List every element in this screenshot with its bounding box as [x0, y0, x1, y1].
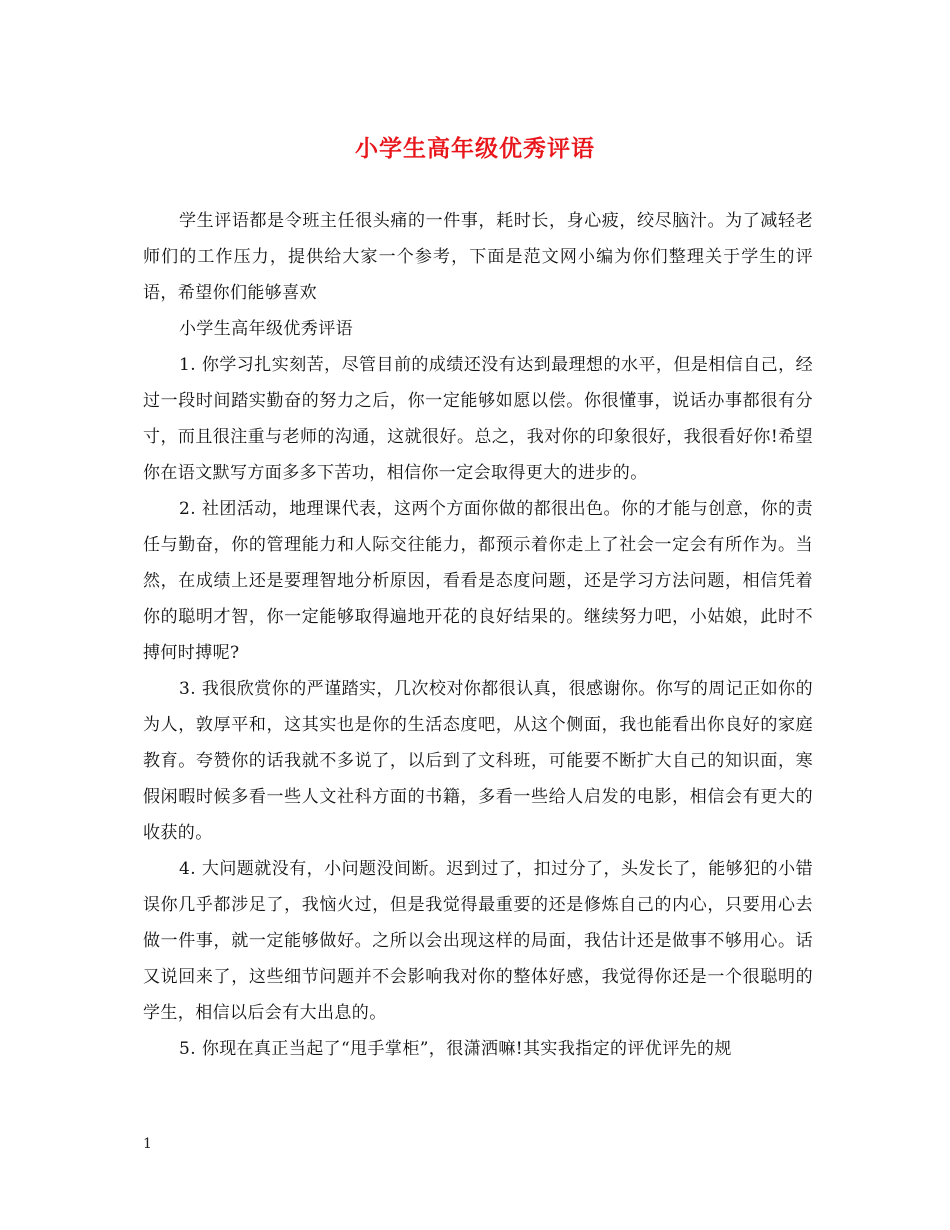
document-body	[143, 203, 813, 1067]
comment-paragraph-5: 5. 你现在真正当起了“甩手掌柜”，很潇洒嘛!其实我指定的评优评先的规	[179, 1039, 732, 1059]
comment-paragraph-1: 1. 你学习扎实刻苦，尽管目前的成绩还没有达到最理想的水平，但是相信自己，经过一段时间踏实勤奋的努力之后，你一定能够如愿以偿。你很懂事，说话办事都很有分寸，而且很注重与老师的沟通，这就很好。总之，我对你的印象很好，我很看好你!希望你在语文默写方面多多下苦功，相信你一定会取得更大的进步的。	[143, 355, 813, 483]
comment-paragraph-2: 2. 社团活动，地理课代表，这两个方面你做的都很出色。你的才能与创意，你的责任与勤奋，你的管理能力和人际交往能力，都预示着你走上了社会一定会有所作为。当然，在成绩上还是要理智地分析原因，看看是态度问题，还是学习方法问题，相信凭着你的聪明才智，你一定能够取得遍地开花的良好结果的。继续努力吧，小姑娘，此时不搏何时搏呢?	[143, 499, 813, 663]
intro-paragraph: 学生评语都是令班主任很头痛的一件事，耗时长，身心疲，绞尽脑汁。为了减轻老师们的工作压力，提供给大家一个参考，下面是范文网小编为你们整理关于学生的评语，希望你们能够喜欢	[143, 211, 813, 303]
section-heading: 小学生高年级优秀评语	[179, 319, 353, 339]
comment-paragraph-3: 3. 我很欣赏你的严谨踏实，几次校对你都很认真，很感谢你。你写的周记正如你的为人，敦厚平和，这其实也是你的生活态度吧，从这个侧面，我也能看出你良好的家庭教育。夸赞你的话我就不多说了，以后到了文科班，可能要不断扩大自己的知识面，寒假闲暇时候多看一些人文社科方面的书籍，多看一些给人启发的电影，相信会有更大的收获的。	[143, 679, 813, 843]
page-number: 1	[143, 1136, 152, 1152]
comment-paragraph-4: 4. 大问题就没有，小问题没间断。迟到过了，扣过分了，头发长了，能够犯的小错误你几乎都涉足了，我恼火过，但是我觉得最重要的还是修炼自己的内心，只要用心去做一件事，就一定能够做好。之所以会出现这样的局面，我估计还是做事不够用心。话又说回来了，这些细节问题并不会影响我对你的整体好感，我觉得你还是一个很聪明的学生，相信以后会有大出息的。	[143, 859, 813, 1023]
document-title: 小学生高年级优秀评语	[355, 135, 595, 162]
